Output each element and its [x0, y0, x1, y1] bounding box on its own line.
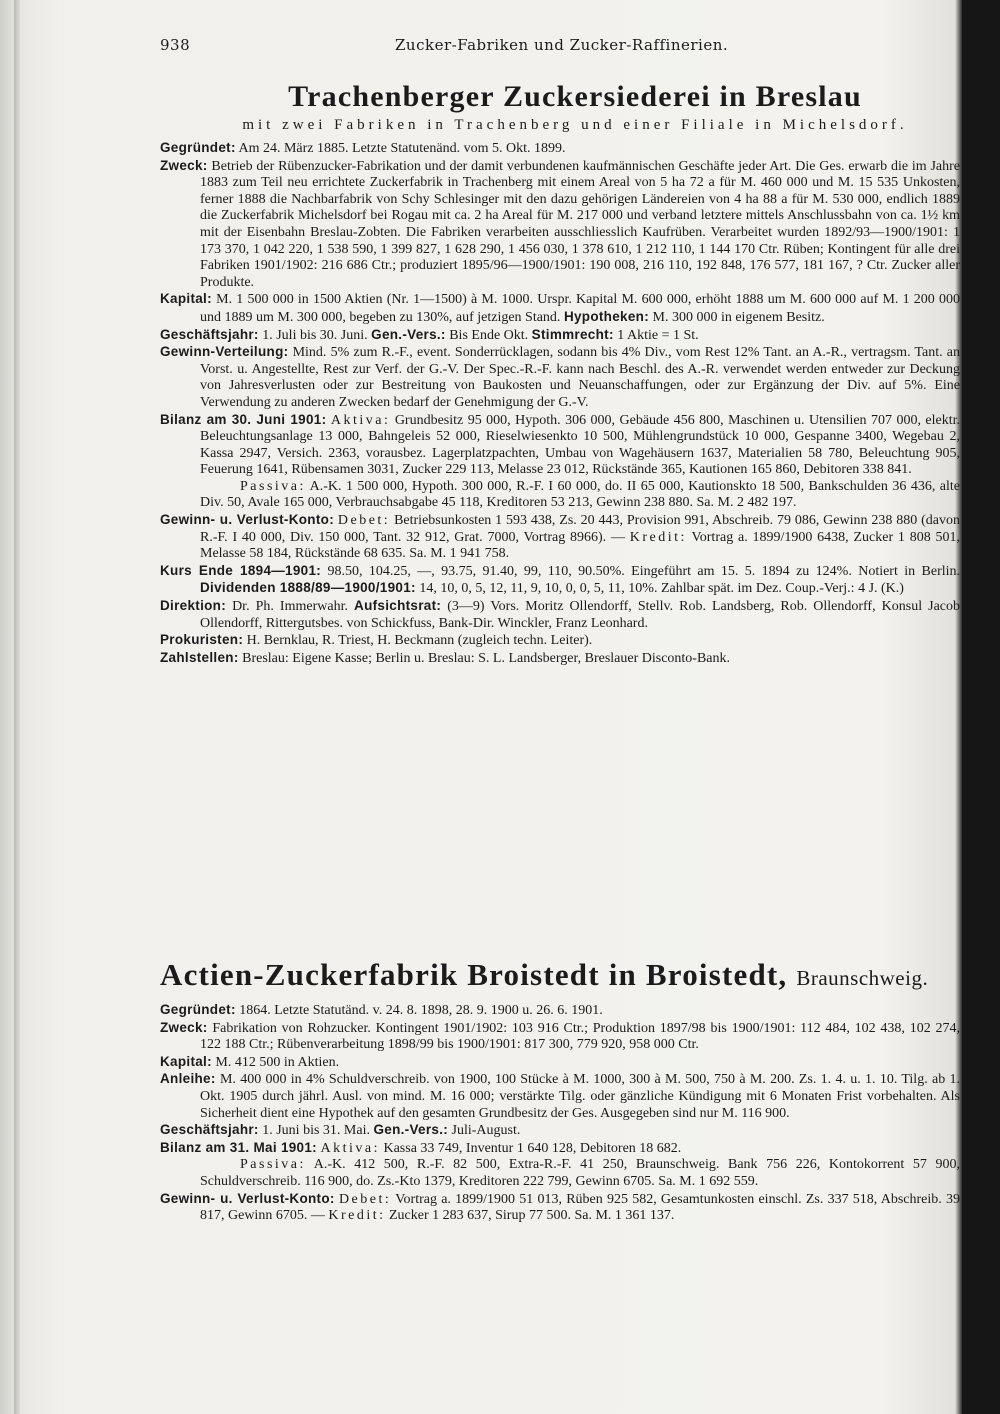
- purpose-text: Fabrikation von Rohzucker. Kontingent 1901/1902: 103 916 Ctr.; Produktion 1897/98 bis 1900/1901: 112 484, 102 438, 102 274, 122 188 Ctr.; Rübenverarbeitung 1898/99 bis 1900/1901: 817 300, 779 920, 958 000 Ctr.: [200, 1020, 960, 1053]
- page-gutter-right: [962, 0, 1000, 1414]
- profit-loss-row: [160, 1191, 960, 1225]
- authorized-officers-row: [160, 632, 960, 650]
- fiscal-year-row: [160, 327, 960, 345]
- assets-label: Aktiva:: [320, 1140, 380, 1156]
- assets-label: Aktiva:: [330, 412, 391, 428]
- page-gutter-left: [14, 0, 20, 1414]
- profit-loss-label: Gewinn- u. Verlust-Konto:: [160, 512, 334, 528]
- capital-text: M. 1 500 000 in 1500 Aktien (Nr. 1—1500) à M. 1000. Urspr. Kapital M. 600 000, erhöht 1888 um M. 600 000 auf M. 1 200 000 und 1889 um M. 300 000, begeben zu 130%, auf jetzigen Stand.: [200, 292, 961, 325]
- founded-row: [160, 140, 960, 158]
- voting-right-label: Stimmrecht:: [531, 326, 614, 342]
- page-number: 938: [160, 36, 191, 54]
- purpose-label: Zweck:: [160, 1019, 208, 1035]
- balance-label: Bilanz am 31. Mai 1901:: [160, 1139, 317, 1155]
- purpose-label: Zweck:: [160, 157, 208, 173]
- mortgages-label: Hypotheken:: [563, 308, 649, 324]
- company-subtitle: mit zwei Fabriken in Trachenberg und einer Filiale in Michelsdorf.: [242, 117, 908, 133]
- company-title: [160, 958, 960, 992]
- assets-text: Kassa 33 749, Inventur 1 640 128, Debitoren 18 682.: [383, 1140, 682, 1156]
- liabilities-row: [160, 479, 960, 512]
- fiscal-year-text: 1. Juni bis 31. Mai.: [262, 1123, 370, 1139]
- company-title-region: Braunschweig.: [796, 966, 929, 990]
- founded-row: [160, 1002, 960, 1020]
- authorized-officers-text: H. Bernklau, R. Triest, H. Beckmann (zugleich techn. Leiter).: [246, 633, 593, 649]
- dividends-label: Dividenden 1888/89—1900/1901:: [200, 580, 416, 596]
- profit-distribution-row: [160, 344, 960, 411]
- page-header: [160, 36, 960, 58]
- fiscal-year-text: 1. Juli bis 30. Juni.: [262, 327, 368, 343]
- balance-row: [160, 1140, 960, 1158]
- share-price-text: 98.50, 104.25, —, 93.75, 91.40, 99, 110, 90.50%. Eingeführt am 15. 5. 1894 zu 124%. Notiert in Berlin.: [327, 563, 961, 579]
- paying-agents-row: [160, 650, 960, 668]
- management-label: Direktion:: [160, 598, 227, 614]
- bond-text: M. 400 000 in 4% Schuldverschreib. von 1900, 100 Stücke à M. 1000, 300 à M. 500, 750 à M. 200. Zs. 1. 4. u. 1. 10. Tilg. ab 1. Okt. 1905 durch jährl. Ausl. von mind. M. 16 000; verstärkte Tilg. oder gänzliche Kündigung mit 6 Monaten Frist vorbehalten. Als Sicherheit dient eine Hypothek auf den gesamten Grundbesitz der Ges. Ausgegeben sind nur M. 116 900.: [200, 1072, 960, 1121]
- liabilities-label: Passiva:: [240, 1157, 306, 1173]
- supervisory-board-label: Aufsichtsrat:: [354, 598, 442, 614]
- founded-text: Am 24. März 1885. Letzte Statutenänd. vom 5. Okt. 1899.: [238, 141, 566, 156]
- authorized-officers-label: Prokuristen:: [160, 632, 244, 648]
- profit-distribution-text: Mind. 5% zum R.-F., event. Sonderrücklagen, sodann bis 4% Div., vom Rest 12% Tant. an A.-R., vertragsm. Tant. an Vorst. u. Angestellte, Rest zur Verf. der G.-V. Der Spec.-R.-F. kann nach Beschl. des A.-R. verwendet werden entweder zur Deckung von Jahresverlusten oder zur Bestreitung von Baukosten und Neuanschaffungen, oder zur Ergänzung der Div. auf 5%. Eine Verwendung zu anderen Zwecken bedarf der Genehmigung der G.-V.: [200, 345, 961, 410]
- fiscal-year-label: Geschäftsjahr:: [160, 1122, 259, 1138]
- liabilities-text: A.-K. 1 500 000, Hypoth. 300 000, R.-F. I 60 000, do. II 65 000, Kautionskto 18 500, Bankschulden 36 436, alte Div. 50, Avale 165 000, Verbrauchsabgabe 45 118, Kreditoren 53 213, Gewinn 238 880. Sa. M. 2 482 197.: [200, 478, 960, 511]
- credit-label: Kredit:: [629, 529, 687, 545]
- assets-text: Grundbesitz 95 000, Hypoth. 306 000, Gebäude 456 800, Maschinen u. Utensilien 707 000, elektr. Beleuchtungsanlage 13 000, Bahngeleis 52 000, Rieselwiesenkto 10 500, Mühlengrundstück 10 000, Gespanne 3400, Wegebau 2, Kassa 2947, Versich. 2363, vorausbez. Lagerplatzpachten, Umbau von Wagehäusern 1637, Materialien 58 780, Beleuchtung 905, Feuerung 1641, Rübensamen 3031, Zucker 229 113, Melasse 23 012, Rückstände 365, Kautionen 165 860, Debitoren 338 841.: [200, 412, 961, 478]
- capital-label: Kapital:: [160, 291, 212, 307]
- share-price-label: Kurs Ende 1894—1901:: [160, 562, 322, 578]
- capital-text: M. 412 500 in Aktien.: [215, 1054, 340, 1070]
- debit-text: Betriebsunkosten 1 593 438, Zs. 20 443, Provision 991, Abschreib. 79 086, Gewinn 238 880 (davon R.-F. I 40 000, Div. 150 000, Tant. 32 912, Grat. 7000, Vortrag 8966).: [200, 513, 961, 545]
- bond-label: Anleihe:: [160, 1071, 216, 1087]
- fiscal-year-label: Geschäftsjahr:: [160, 326, 259, 342]
- liabilities-row: [160, 1157, 960, 1190]
- credit-text: Vortrag a. 1899/1900 6438, Zucker 1 808 501, Melasse 58 184, Rückstände 68 635. Sa. M. 1 941 758.: [200, 529, 960, 562]
- capital-row: [160, 291, 960, 326]
- company-entry-trachenberger: [160, 80, 960, 667]
- general-meeting-label: Gen.-Vers.:: [373, 1122, 449, 1138]
- bond-row: [160, 1071, 960, 1122]
- general-meeting-label: Gen.-Vers.:: [371, 326, 446, 342]
- balance-row: [160, 412, 960, 479]
- balance-label: Bilanz am 30. Juni 1901:: [160, 411, 327, 427]
- profit-loss-row: Gewinn- u. Verlust-Konto: Debet: Betriebsunkosten 1 593 438, Zs. 20 443, Provision 991, Abschreib. 79 086, Gewinn 238 880 (davon R.-F. I 40 000, Div. 150 000, Tant. 32 912, Grat. 7000, Vortrag 8966). — Kredit: Vortrag a. 1899/1900 6438, Zucker 1 808 501, Melasse 58 184, Rückstände 68 635. Sa. M. 1 941 758.: [160, 512, 961, 562]
- company-title: Trachenberger Zuckersiederei in Breslau: [288, 80, 862, 113]
- debit-label: Debet:: [338, 1191, 392, 1207]
- capital-row: [160, 1054, 960, 1072]
- dividends-text: 14, 10, 0, 5, 12, 11, 9, 10, 0, 0, 5, 11, 10%. Zahlbar spät. im Dez. Coup.-Verj.: 4 J. (K.): [419, 581, 904, 597]
- founded-label: Gegründet:: [160, 140, 236, 155]
- liabilities-text: A.-K. 412 500, R.-F. 82 500, Extra-R.-F. 41 250, Braunschweig. Bank 756 226, Kontokorrent 57 900, Schuldverschreib. 116 900, do. Zs.-Kto 1379, Kreditoren 222 799, Gewinn 6705. Sa. M. 1 692 559.: [200, 1157, 960, 1190]
- management-row: [160, 598, 960, 632]
- general-meeting-text: Juli-August.: [451, 1123, 521, 1139]
- management-text: Dr. Ph. Immerwahr.: [232, 599, 348, 615]
- supervisory-board-text: (3—9) Vors. Moritz Ollendorff, Stellv. Rob. Landsberg, Rob. Ollendorff, Konsul Jacob Ollendorff, Rittergutsbes. von Schickfuss, Bank-Dir. Winckler, Franz Leonhard.: [200, 599, 961, 631]
- paying-agents-label: Zahlstellen:: [160, 649, 239, 665]
- profit-loss-label: Gewinn- u. Verlust-Konto:: [160, 1190, 335, 1206]
- debit-label: Debet:: [337, 513, 391, 529]
- fiscal-year-row: [160, 1122, 960, 1140]
- voting-right-text: 1 Aktie = 1 St.: [617, 327, 699, 343]
- general-meeting-text: Bis Ende Okt.: [449, 327, 529, 343]
- debit-text: Vortrag a. 1899/1900 51 013, Rüben 925 582, Gesamtunkosten einschl. Zs. 337 518, Abschreib. 39 817, Gewinn 6705. —: [200, 1191, 961, 1224]
- company-entry-broistedt: [160, 958, 960, 1225]
- profit-distribution-label: Gewinn-Verteilung:: [160, 344, 289, 360]
- capital-label: Kapital:: [160, 1053, 212, 1069]
- credit-label: Kredit:: [328, 1208, 386, 1224]
- company-details: [160, 140, 960, 667]
- purpose-row: [160, 1020, 960, 1054]
- company-details: [160, 1002, 960, 1225]
- running-title: Zucker-Fabriken und Zucker-Raffinerien.: [395, 36, 729, 54]
- credit-text: Zucker 1 283 637, Sirup 77 500. Sa. M. 1 361 137.: [388, 1208, 675, 1224]
- purpose-text: Betrieb der Rübenzucker-Fabrikation und der damit verbundenen kaufmännischen Geschäfte jeder Art. Die Ges. erwarb die im Jahre 1883 zum Teil neu errichtete Zuckerfabrik in Trachenberg mit einem Areal von 5 ha 72 a für M. 460 000 und M. 15 535 Unkosten, ferner 1888 die Nachbarfabrik von Schy Schlesinger mit den dazu gehörigen Ländereien von 4 ha 88 a für M. 530 000, endlich 1889 die Zuckerfabrik Michelsdorf bei Rogau mit ca. 2 ha Areal für M. 217 000 und verband letztere mittels Anschlussbahn von ca. 1½ km mit der Eisenbahn Breslau-Zobten. Die Fabriken verarbeiten ausschliesslich Kaufrüben. Verarbeitet wurden 1892/93—1900/1901: 1 173 370, 1 042 220, 1 538 590, 1 399 827, 1 628 290, 1 456 030, 1 378 610, 1 212 110, 1 144 170 Ctr. Rüben; Kontingent für alle drei Fabriken 1901/1902: 216 686 Ctr.; produziert 1895/96—1900/1901: 190 008, 216 110, 192 848, 176 577, 181 167, ? Ctr. Zucker aller Produkte.: [200, 158, 961, 290]
- founded-label: Gegründet:: [160, 1002, 236, 1018]
- founded-text: 1864. Letzte Statutänd. v. 24. 8. 1898, 28. 9. 1900 u. 26. 6. 1901.: [239, 1003, 603, 1019]
- paying-agents-text: Breslau: Eigene Kasse; Berlin u. Breslau: S. L. Landsberger, Breslauer Disconto-Bank.: [242, 650, 731, 666]
- liabilities-label: Passiva:: [240, 478, 306, 494]
- share-price-row: [160, 563, 960, 598]
- mortgages-text: M. 300 000 in eigenem Besitz.: [652, 309, 825, 325]
- purpose-row: [160, 158, 960, 292]
- company-title-main: Actien-Zuckerfabrik Broistedt in Broistedt,: [160, 957, 788, 992]
